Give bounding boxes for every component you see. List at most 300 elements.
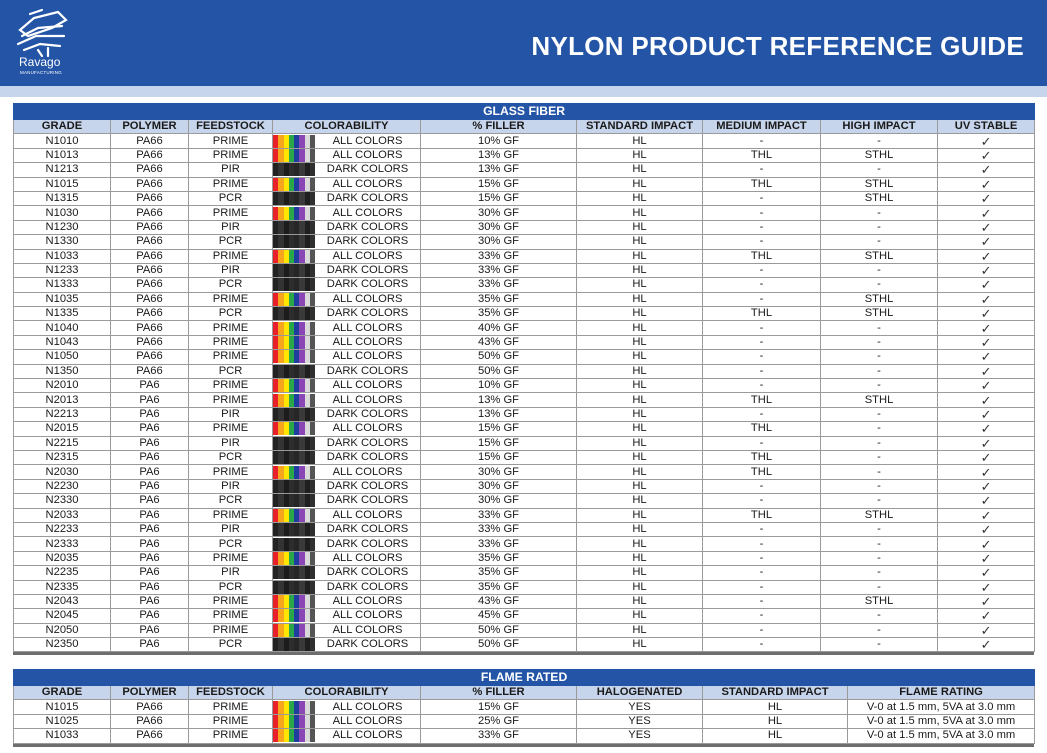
standard-impact-cell: HL — [577, 379, 703, 393]
pct-filler-cell: 10% GF — [421, 134, 577, 148]
uv-stable-check-icon: ✓ — [938, 566, 1035, 580]
high-impact-cell: - — [821, 522, 938, 536]
colorability-cell — [273, 206, 421, 220]
colorability-label: DARK COLORS — [326, 278, 409, 291]
colorability-cell — [273, 551, 421, 565]
polymer-cell: PA6 — [111, 551, 189, 565]
high-impact-cell: - — [821, 450, 938, 464]
feedstock-cell: PIR — [189, 263, 273, 277]
color-swatch-icon — [273, 701, 315, 714]
high-impact-cell: STHL — [821, 177, 938, 191]
grade-cell: N1015 — [14, 700, 111, 714]
high-impact-cell: - — [821, 364, 938, 378]
dark-swatch-icon — [273, 494, 315, 507]
column-header-feedstock: FEEDSTOCK — [189, 686, 273, 700]
grade-cell: N2213 — [14, 407, 111, 421]
high-impact-cell: - — [821, 623, 938, 637]
colorability-cell — [273, 307, 421, 321]
dark-swatch-icon — [273, 221, 315, 234]
feedstock-cell: PRIME — [189, 714, 273, 728]
uv-stable-check-icon: ✓ — [938, 407, 1035, 421]
pct-filler-cell: 10% GF — [421, 379, 577, 393]
medium-impact-cell: - — [703, 551, 821, 565]
grade-cell: N2350 — [14, 638, 111, 652]
grade-cell: N1230 — [14, 220, 111, 234]
polymer-cell: PA6 — [111, 580, 189, 594]
high-impact-cell: - — [821, 278, 938, 292]
color-swatch-icon — [273, 350, 315, 363]
feedstock-cell: PCR — [189, 364, 273, 378]
pct-filler-cell: 33% GF — [421, 729, 577, 743]
medium-impact-cell: - — [703, 436, 821, 450]
pct-filler-cell: 33% GF — [421, 508, 577, 522]
colorability-cell — [273, 292, 421, 306]
colorability-label: DARK COLORS — [326, 408, 409, 420]
grade-cell: N1350 — [14, 364, 111, 378]
feedstock-cell: PRIME — [189, 335, 273, 349]
table-row — [14, 321, 1035, 335]
pct-filler-cell: 50% GF — [421, 623, 577, 637]
colorability-label: DARK COLORS — [326, 235, 409, 248]
grade-cell: N1033 — [14, 249, 111, 263]
polymer-cell: PA6 — [111, 494, 189, 508]
uv-stable-check-icon: ✓ — [938, 148, 1035, 162]
colorability-label: ALL COLORS — [332, 609, 403, 622]
color-swatch-icon — [273, 715, 315, 728]
polymer-cell: PA6 — [111, 407, 189, 421]
feedstock-cell: PRIME — [189, 465, 273, 479]
table-row — [14, 364, 1035, 378]
dark-swatch-icon — [273, 437, 315, 450]
colorability-label: ALL COLORS — [332, 134, 403, 147]
glass-fiber-rows — [14, 134, 1035, 652]
feedstock-cell: PIR — [189, 436, 273, 450]
pct-filler-cell: 35% GF — [421, 580, 577, 594]
colorability-cell — [273, 191, 421, 205]
colorability-cell — [273, 638, 421, 652]
standard-impact-cell: HL — [577, 537, 703, 551]
feedstock-cell: PRIME — [189, 321, 273, 335]
high-impact-cell: STHL — [821, 393, 938, 407]
uv-stable-check-icon: ✓ — [938, 638, 1035, 652]
uv-stable-check-icon: ✓ — [938, 551, 1035, 565]
colorability-cell — [273, 566, 421, 580]
polymer-cell: PA66 — [111, 364, 189, 378]
table-row — [14, 134, 1035, 148]
dark-swatch-icon — [273, 566, 315, 579]
standard-impact-cell: HL — [577, 508, 703, 522]
colorability-label: DARK COLORS — [326, 537, 409, 550]
color-swatch-icon — [273, 595, 315, 608]
standard-impact-cell: HL — [577, 393, 703, 407]
feedstock-cell: PRIME — [189, 379, 273, 393]
pct-filler-cell: 15% GF — [421, 191, 577, 205]
feedstock-cell: PIR — [189, 407, 273, 421]
standard-impact-cell: HL — [577, 566, 703, 580]
column-header-feedstock: FEEDSTOCK — [189, 120, 273, 134]
colorability-label: DARK COLORS — [326, 566, 409, 579]
standard-impact-cell: HL — [577, 191, 703, 205]
table-row — [14, 623, 1035, 637]
header-divider — [0, 86, 1047, 97]
standard-impact-cell: HL — [577, 450, 703, 464]
color-swatch-icon — [273, 466, 315, 479]
standard-impact-cell: HL — [577, 249, 703, 263]
polymer-cell: PA6 — [111, 537, 189, 551]
uv-stable-check-icon: ✓ — [938, 479, 1035, 493]
dark-swatch-icon — [273, 538, 315, 551]
table-row — [14, 638, 1035, 652]
uv-stable-check-icon: ✓ — [938, 321, 1035, 335]
pct-filler-cell: 30% GF — [421, 206, 577, 220]
uv-stable-check-icon: ✓ — [938, 307, 1035, 321]
standard-impact-cell: HL — [703, 700, 848, 714]
medium-impact-cell: - — [703, 134, 821, 148]
colorability-label: ALL COLORS — [332, 508, 403, 521]
colorability-label: ALL COLORS — [332, 465, 403, 478]
feedstock-cell: PRIME — [189, 177, 273, 191]
colorability-label: DARK COLORS — [326, 451, 409, 464]
table-row — [14, 594, 1035, 608]
color-swatch-icon — [273, 509, 315, 522]
polymer-cell: PA6 — [111, 609, 189, 623]
medium-impact-cell: - — [703, 379, 821, 393]
polymer-cell: PA66 — [111, 177, 189, 191]
standard-impact-cell: HL — [577, 206, 703, 220]
color-swatch-icon — [273, 135, 315, 148]
standard-impact-cell: HL — [577, 522, 703, 536]
flame-rated-section-title: FLAME RATED — [14, 670, 1035, 686]
polymer-cell: PA66 — [111, 134, 189, 148]
colorability-label: ALL COLORS — [332, 379, 403, 392]
colorability-cell — [273, 508, 421, 522]
feedstock-cell: PRIME — [189, 551, 273, 565]
grade-cell: N1233 — [14, 263, 111, 277]
glass-fiber-column-headers — [14, 120, 1035, 134]
medium-impact-cell: - — [703, 191, 821, 205]
grade-cell: N2233 — [14, 522, 111, 536]
standard-impact-cell: HL — [577, 235, 703, 249]
high-impact-cell: - — [821, 321, 938, 335]
high-impact-cell: - — [821, 220, 938, 234]
high-impact-cell: - — [821, 580, 938, 594]
colorability-label: DARK COLORS — [326, 192, 409, 205]
feedstock-cell: PRIME — [189, 700, 273, 714]
high-impact-cell: - — [821, 263, 938, 277]
table-row — [14, 206, 1035, 220]
table-row — [14, 249, 1035, 263]
uv-stable-check-icon: ✓ — [938, 191, 1035, 205]
medium-impact-cell: - — [703, 479, 821, 493]
pct-filler-cell: 15% GF — [421, 422, 577, 436]
polymer-cell: PA66 — [111, 148, 189, 162]
uv-stable-check-icon: ✓ — [938, 379, 1035, 393]
grade-cell: N1335 — [14, 307, 111, 321]
colorability-label: DARK COLORS — [326, 436, 409, 449]
medium-impact-cell: - — [703, 537, 821, 551]
feedstock-cell: PRIME — [189, 350, 273, 364]
dark-swatch-icon — [273, 451, 315, 464]
colorability-cell — [273, 134, 421, 148]
feedstock-cell: PIR — [189, 163, 273, 177]
table-row — [14, 292, 1035, 306]
feedstock-cell: PRIME — [189, 609, 273, 623]
standard-impact-cell: HL — [703, 729, 848, 743]
color-swatch-icon — [273, 609, 315, 622]
colorability-label: ALL COLORS — [332, 623, 403, 636]
feedstock-cell: PRIME — [189, 729, 273, 743]
column-header-colorability: COLORABILITY — [273, 120, 421, 134]
polymer-cell: PA66 — [111, 714, 189, 728]
polymer-cell: PA66 — [111, 163, 189, 177]
glass-fiber-table-container — [13, 103, 1034, 655]
high-impact-cell: - — [821, 566, 938, 580]
colorability-cell — [273, 494, 421, 508]
uv-stable-check-icon: ✓ — [938, 163, 1035, 177]
table-row — [14, 436, 1035, 450]
colorability-label: ALL COLORS — [332, 321, 403, 334]
flame-rating-cell: V-0 at 1.5 mm, 5VA at 3.0 mm — [848, 714, 1035, 728]
colorability-cell — [273, 249, 421, 263]
polymer-cell: PA66 — [111, 235, 189, 249]
grade-cell: N1015 — [14, 177, 111, 191]
colorability-label: DARK COLORS — [326, 220, 409, 233]
color-swatch-icon — [273, 207, 315, 220]
colorability-cell — [273, 263, 421, 277]
dark-swatch-icon — [273, 480, 315, 493]
polymer-cell: PA6 — [111, 450, 189, 464]
pct-filler-cell: 35% GF — [421, 307, 577, 321]
high-impact-cell: - — [821, 134, 938, 148]
medium-impact-cell: - — [703, 594, 821, 608]
color-swatch-icon — [273, 394, 315, 407]
high-impact-cell: - — [821, 235, 938, 249]
table-row — [14, 566, 1035, 580]
dark-swatch-icon — [273, 235, 315, 248]
colorability-cell — [273, 335, 421, 349]
grade-cell: N1013 — [14, 148, 111, 162]
medium-impact-cell: - — [703, 350, 821, 364]
grade-cell: N2315 — [14, 450, 111, 464]
color-swatch-icon — [273, 422, 315, 435]
logo-subtext: MANUFACTURING — [20, 70, 62, 75]
colorability-label: DARK COLORS — [326, 479, 409, 492]
feedstock-cell: PRIME — [189, 508, 273, 522]
standard-impact-cell: HL — [577, 177, 703, 191]
colorability-cell — [273, 350, 421, 364]
flame-rated-column-headers — [14, 686, 1035, 700]
color-swatch-icon — [273, 250, 315, 263]
grade-cell: N2033 — [14, 508, 111, 522]
column-header-halogenated: HALOGENATED — [577, 686, 703, 700]
colorability-cell — [273, 623, 421, 637]
high-impact-cell: - — [821, 436, 938, 450]
pct-filler-cell: 15% GF — [421, 177, 577, 191]
colorability-label: ALL COLORS — [332, 148, 403, 161]
color-swatch-icon — [273, 336, 315, 349]
feedstock-cell: PCR — [189, 307, 273, 321]
high-impact-cell: - — [821, 206, 938, 220]
standard-impact-cell: HL — [577, 580, 703, 594]
medium-impact-cell: - — [703, 580, 821, 594]
table-row — [14, 278, 1035, 292]
pct-filler-cell: 43% GF — [421, 594, 577, 608]
pct-filler-cell: 30% GF — [421, 479, 577, 493]
colorability-label: ALL COLORS — [332, 350, 403, 363]
standard-impact-cell: HL — [577, 364, 703, 378]
high-impact-cell: STHL — [821, 191, 938, 205]
standard-impact-cell: HL — [577, 594, 703, 608]
polymer-cell: PA66 — [111, 278, 189, 292]
standard-impact-cell: HL — [577, 609, 703, 623]
colorability-cell — [273, 235, 421, 249]
grade-cell: N2330 — [14, 494, 111, 508]
dark-swatch-icon — [273, 163, 315, 176]
table-row — [14, 580, 1035, 594]
table-row — [14, 393, 1035, 407]
colorability-label: DARK COLORS — [326, 523, 409, 536]
colorability-label: ALL COLORS — [332, 249, 403, 262]
uv-stable-check-icon: ✓ — [938, 436, 1035, 450]
colorability-label: DARK COLORS — [326, 638, 409, 651]
standard-impact-cell: HL — [577, 422, 703, 436]
colorability-cell — [273, 436, 421, 450]
color-swatch-icon — [273, 624, 315, 637]
high-impact-cell: - — [821, 551, 938, 565]
pct-filler-cell: 30% GF — [421, 465, 577, 479]
uv-stable-check-icon: ✓ — [938, 393, 1035, 407]
polymer-cell: PA66 — [111, 220, 189, 234]
flame-rated-rows — [14, 700, 1035, 743]
colorability-label: DARK COLORS — [326, 364, 409, 377]
table-row — [14, 350, 1035, 364]
standard-impact-cell: HL — [577, 436, 703, 450]
uv-stable-check-icon: ✓ — [938, 263, 1035, 277]
column-header-flame-rating: FLAME RATING — [848, 686, 1035, 700]
polymer-cell: PA66 — [111, 729, 189, 743]
medium-impact-cell: - — [703, 292, 821, 306]
medium-impact-cell: THL — [703, 177, 821, 191]
grade-cell: N2010 — [14, 379, 111, 393]
column-header-uv-stable: UV STABLE — [938, 120, 1035, 134]
pct-filler-cell: 30% GF — [421, 220, 577, 234]
grade-cell: N1050 — [14, 350, 111, 364]
grade-cell: N2230 — [14, 479, 111, 493]
table-row — [14, 307, 1035, 321]
pct-filler-cell: 50% GF — [421, 638, 577, 652]
standard-impact-cell: HL — [577, 292, 703, 306]
standard-impact-cell: HL — [577, 321, 703, 335]
medium-impact-cell: THL — [703, 249, 821, 263]
color-swatch-icon — [273, 293, 315, 306]
table-row — [14, 163, 1035, 177]
feedstock-cell: PRIME — [189, 134, 273, 148]
colorability-cell — [273, 379, 421, 393]
uv-stable-check-icon: ✓ — [938, 206, 1035, 220]
medium-impact-cell: THL — [703, 508, 821, 522]
high-impact-cell: STHL — [821, 307, 938, 321]
colorability-label: ALL COLORS — [332, 393, 403, 406]
pct-filler-cell: 35% GF — [421, 292, 577, 306]
colorability-cell — [273, 465, 421, 479]
medium-impact-cell: - — [703, 566, 821, 580]
standard-impact-cell: HL — [577, 479, 703, 493]
table-row — [14, 479, 1035, 493]
grade-cell: N2035 — [14, 551, 111, 565]
dark-swatch-icon — [273, 307, 315, 320]
standard-impact-cell: HL — [577, 148, 703, 162]
polymer-cell: PA6 — [111, 594, 189, 608]
colorability-cell — [273, 148, 421, 162]
medium-impact-cell: - — [703, 609, 821, 623]
polymer-cell: PA6 — [111, 566, 189, 580]
table-row — [14, 494, 1035, 508]
colorability-cell — [273, 479, 421, 493]
feedstock-cell: PRIME — [189, 422, 273, 436]
dark-swatch-icon — [273, 278, 315, 291]
colorability-cell — [273, 407, 421, 421]
uv-stable-check-icon: ✓ — [938, 422, 1035, 436]
high-impact-cell: - — [821, 350, 938, 364]
feedstock-cell: PRIME — [189, 206, 273, 220]
colorability-label: ALL COLORS — [332, 729, 403, 742]
polymer-cell: PA66 — [111, 191, 189, 205]
feedstock-cell: PCR — [189, 450, 273, 464]
polymer-cell: PA6 — [111, 522, 189, 536]
pct-filler-cell: 30% GF — [421, 235, 577, 249]
colorability-cell — [273, 580, 421, 594]
column-header-polymer: POLYMER — [111, 686, 189, 700]
colorability-cell — [273, 537, 421, 551]
standard-impact-cell: HL — [577, 263, 703, 277]
uv-stable-check-icon: ✓ — [938, 134, 1035, 148]
colorability-label: ALL COLORS — [332, 177, 403, 190]
polymer-cell: PA66 — [111, 249, 189, 263]
table-row — [14, 177, 1035, 191]
pct-filler-cell: 25% GF — [421, 714, 577, 728]
feedstock-cell: PRIME — [189, 148, 273, 162]
page-header — [0, 0, 1047, 86]
medium-impact-cell: THL — [703, 393, 821, 407]
grade-cell: N1035 — [14, 292, 111, 306]
standard-impact-cell: HL — [577, 494, 703, 508]
uv-stable-check-icon: ✓ — [938, 235, 1035, 249]
grade-cell: N1333 — [14, 278, 111, 292]
uv-stable-check-icon: ✓ — [938, 249, 1035, 263]
uv-stable-check-icon: ✓ — [938, 580, 1035, 594]
medium-impact-cell: THL — [703, 465, 821, 479]
uv-stable-check-icon: ✓ — [938, 450, 1035, 464]
grade-cell: N1030 — [14, 206, 111, 220]
table-row — [14, 522, 1035, 536]
flame-rated-table-container — [13, 669, 1034, 747]
pct-filler-cell: 50% GF — [421, 364, 577, 378]
pct-filler-cell: 13% GF — [421, 393, 577, 407]
colorability-label: DARK COLORS — [326, 580, 409, 593]
medium-impact-cell: THL — [703, 450, 821, 464]
uv-stable-check-icon: ✓ — [938, 465, 1035, 479]
uv-stable-check-icon: ✓ — [938, 350, 1035, 364]
polymer-cell: PA66 — [111, 700, 189, 714]
colorability-label: ALL COLORS — [332, 422, 403, 435]
grade-cell: N2043 — [14, 594, 111, 608]
pct-filler-cell: 13% GF — [421, 148, 577, 162]
grade-cell: N2050 — [14, 623, 111, 637]
pct-filler-cell: 45% GF — [421, 609, 577, 623]
feedstock-cell: PRIME — [189, 292, 273, 306]
medium-impact-cell: - — [703, 522, 821, 536]
standard-impact-cell: HL — [577, 350, 703, 364]
